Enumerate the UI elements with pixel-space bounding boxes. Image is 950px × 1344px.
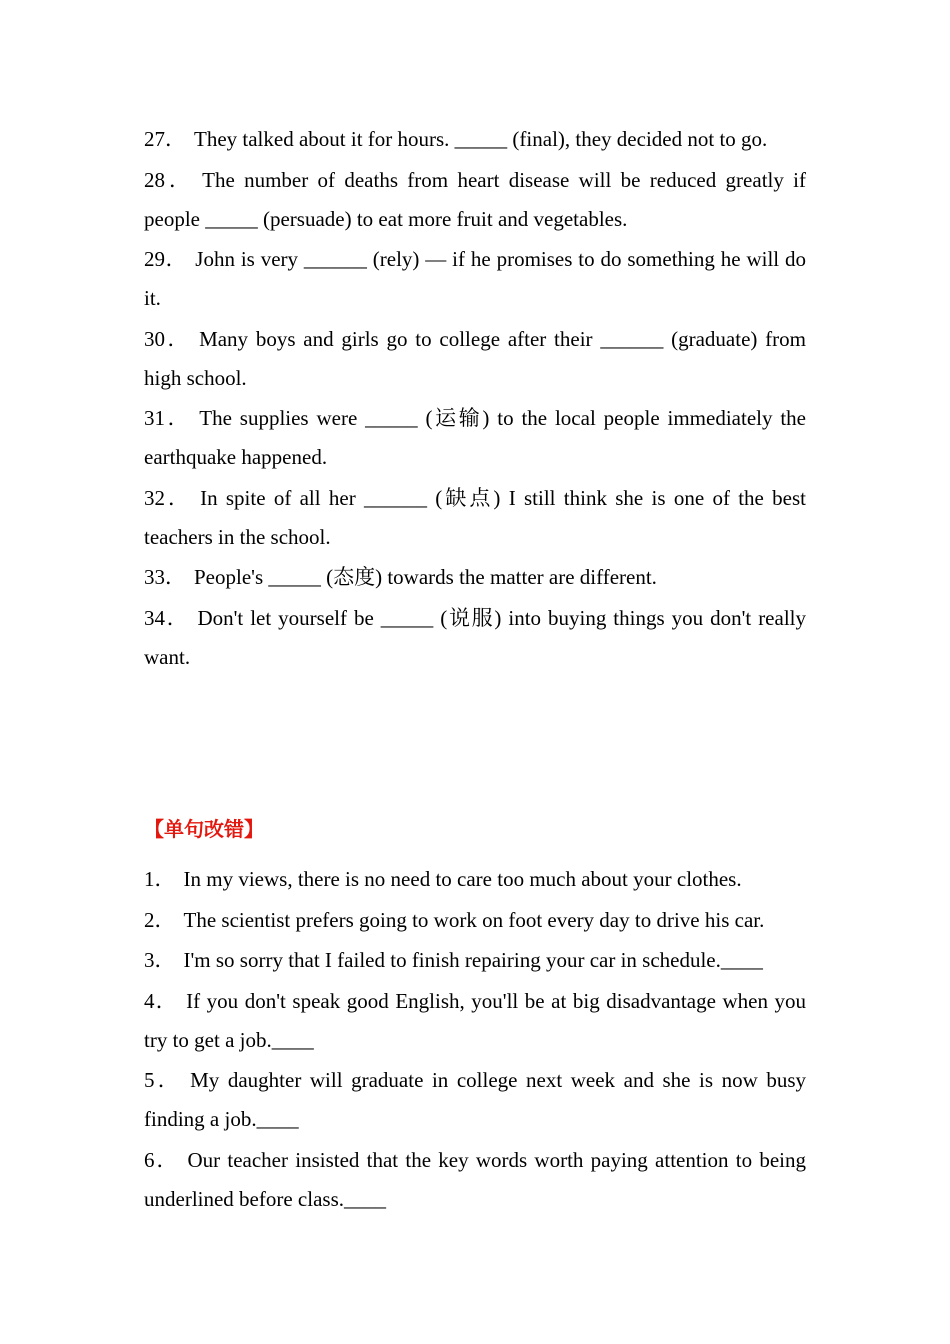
- question-32: [144, 479, 806, 557]
- question-number: 6．: [144, 1147, 180, 1172]
- question-number: 28．: [144, 167, 195, 192]
- question-27: [144, 120, 806, 159]
- question-number: 31．: [144, 406, 192, 430]
- fill-blank-section: [144, 120, 806, 678]
- correction-question-3: [144, 941, 806, 980]
- question-text: The supplies were _____ (运输) to the local people immediately the earthquake happened.: [144, 406, 807, 469]
- error-correction-section: [144, 860, 806, 1220]
- question-number: 3．: [144, 948, 176, 972]
- question-number: 5．: [144, 1068, 183, 1092]
- question-29: [144, 240, 806, 318]
- question-text: In spite of all her ______ (缺点) I still think she is one of the best teachers in the school.: [144, 485, 806, 549]
- question-text: If you don't speak good English, you'll be at big disadvantage when you try to get a job.____: [144, 988, 807, 1052]
- question-number: 30．: [144, 326, 192, 351]
- question-34: [144, 599, 806, 677]
- question-text: The scientist prefers going to work on foot every day to drive his car.: [183, 907, 765, 932]
- question-number: 32．: [144, 485, 193, 510]
- question-text: The number of deaths from heart disease will be reduced greatly if people _____ (persuade) to eat more fruit and vegetables.: [144, 167, 806, 231]
- question-number: 33．: [144, 565, 186, 589]
- question-text: Don't let yourself be _____ (说服) into buying things you don't really want.: [144, 605, 806, 669]
- question-number: 2．: [144, 907, 176, 932]
- question-text: In my views, there is no need to care too much about your clothes.: [183, 867, 742, 891]
- question-30: [144, 320, 806, 398]
- question-31: [144, 399, 806, 477]
- section-title: 【单句改错】: [144, 817, 264, 841]
- question-text: Our teacher insisted that the key words worth paying attention to being underlined before class.____: [144, 1147, 806, 1211]
- question-number: 29．: [144, 247, 188, 271]
- question-number: 4．: [144, 988, 179, 1013]
- correction-question-1: [144, 860, 806, 899]
- question-text: My daughter will graduate in college next week and she is now busy finding a job.____: [144, 1068, 807, 1131]
- question-number: 27．: [144, 127, 186, 151]
- question-text: John is very ______ (rely) — if he promises to do something he will do it.: [144, 247, 806, 310]
- question-text: Many boys and girls go to college after their ______ (graduate) from high school.: [144, 326, 806, 390]
- question-text: People's _____ (态度) towards the matter are different.: [194, 565, 657, 589]
- question-text: They talked about it for hours. _____ (final), they decided not to go.: [194, 127, 768, 151]
- correction-question-4: [144, 982, 806, 1060]
- correction-question-2: [144, 901, 806, 940]
- question-number: 34．: [144, 605, 190, 630]
- correction-question-6: [144, 1141, 806, 1219]
- question-number: 1．: [144, 867, 176, 891]
- correction-question-5: [144, 1061, 806, 1139]
- question-text: I'm so sorry that I failed to finish repairing your car in schedule.____: [183, 948, 763, 972]
- question-33: [144, 558, 806, 597]
- question-28: [144, 161, 806, 239]
